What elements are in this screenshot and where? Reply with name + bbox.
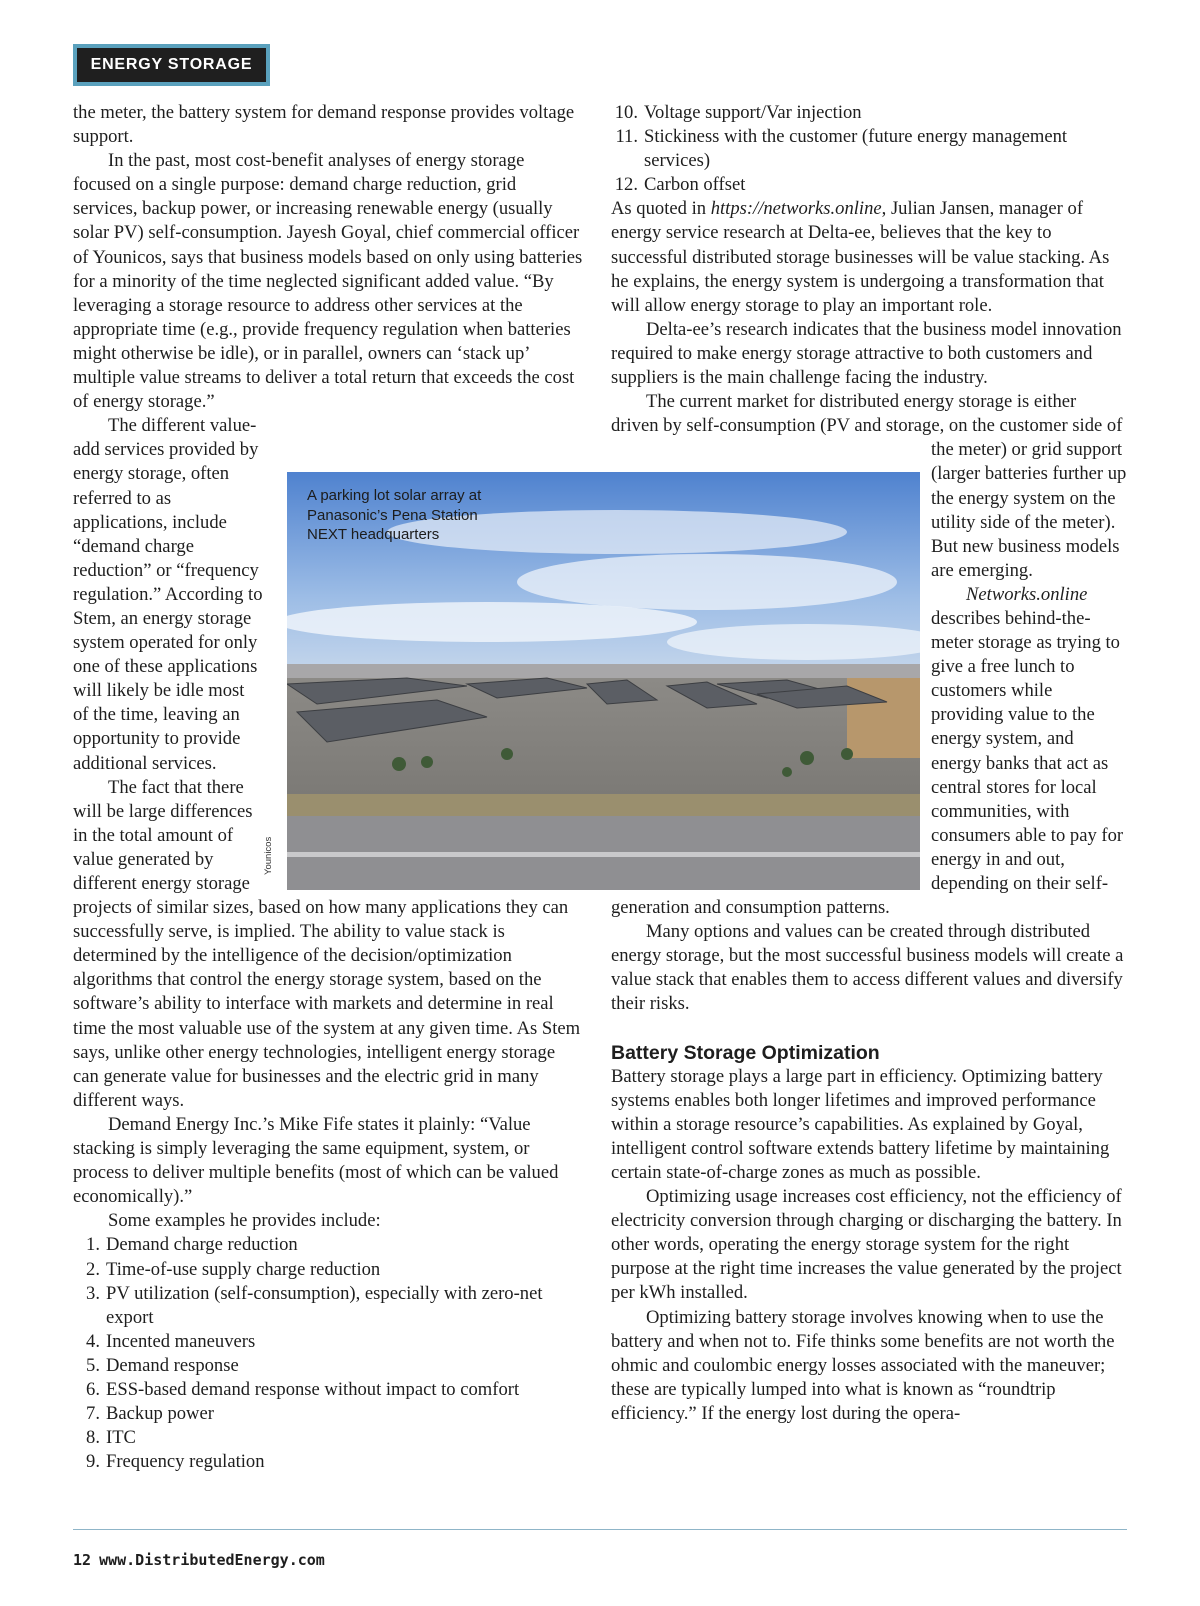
list-item-number: 7. [86,1403,100,1425]
body-paragraph: In the past, most cost-benefit analyses of energy storage focused on a single purpose: demand charge reduction, grid services, backup power, or increasing renewable energy (usually solar PV) self-consumption. Jayesh Goyal, chief commercial officer of Younicos, says that business models based on only using batteries for a minority of the time neglected significant added value. “By leveraging a storage resource to address other services at the appropriate time (e.g., provide frequency regulation when batteries might otherwise be idle), or in parallel, owners can ‘stack up’ multiple value streams to deliver a total return that exceeds the cost of energy storage.” [73,150,583,413]
list-item [73,1258,585,1282]
list-item-text: Demand response [106,1354,239,1376]
list-item-text: Frequency regulation [106,1451,265,1473]
list-item-number: 6. [86,1378,100,1400]
list-item [73,1426,585,1450]
list-item-number: 8. [86,1427,100,1449]
section-tag-label: ENERGY STORAGE [90,56,253,73]
list-item [73,1378,585,1402]
list-item [73,1354,585,1378]
body-paragraph: Delta-ee’s research indicates that the business model innovation required to make energy storage attractive to both customers and suppliers is the main challenge facing the industry. [611,318,1122,389]
examples-list-continued [611,101,1127,197]
list-item-text: Carbon offset [644,174,746,196]
photo-credit: Younicos [263,836,274,875]
body-text: , Julian Jansen, manager of energy service research at Delta-ee, believes that the key to successful distributed storage businesses will be value stacking. As he explains, the energy system is undergoing a transformation that will allow energy storage to play an important role. [611,198,1110,316]
publication-name: Networks.online [966,583,1088,605]
list-item-number: 9. [86,1451,100,1473]
body-paragraph: the meter, the battery system for demand response provides voltage support. [73,102,575,148]
body-paragraph: The different value-add services provided by energy storage, often referred to as applications, include “demand charge reduction” or “frequency regulation.” According to Stem, an energy storage system operated for only one of these applications will likely be idle most of the time, leaving an opportunity to provide additional services. [73,415,263,774]
footer-rule [73,1529,1127,1530]
list-item [73,1402,585,1426]
list-item-text: ESS-based demand response without impact to comfort [106,1378,520,1400]
list-item [611,125,1127,173]
list-item [73,1282,585,1330]
list-item [73,1330,585,1354]
list-item-text: PV utilization (self-consumption), especially with zero-net export [106,1282,543,1328]
photo-caption: A parking lot solar array at Panasonic’s Pena Station NEXT headquarters [307,487,482,543]
list-item-text: Voltage support/Var injection [644,102,862,123]
list-item-number: 10. [614,102,638,123]
body-text: describes behind-the-meter storage as trying to give a free lunch to customers while providing value to the energy system, and energy banks that act as central stores for local communities, with consumers able to pay for energy in and out, depending on their self-generation and consumption patterns. [611,607,1124,919]
list-item-number: 3. [86,1282,100,1304]
body-paragraph: Optimizing battery storage involves knowing when to use the battery and when not to. Fife thinks some benefits are not worth the ohmic and coulombic energy losses associated with the maneuver; these are typically lumped into what is known as “roundtrip efficiency.” If the energy lost during the opera- [611,1306,1115,1424]
link-text: https://networks.online [710,198,882,220]
body-paragraph: Many options and values can be created through distributed energy storage, but the most successful business models will create a value stack that enables them to access different values and diversify their risks. [611,921,1124,1015]
list-item-text: Backup power [106,1403,214,1425]
page-footer [73,1551,325,1569]
body-paragraph: The current market for distributed energy storage is either driven by self-consumption (PV and storage, on the customer side of the meter) or grid support (larger batteries further up the energy system on the utility side of the meter). But new business models are emerging. [611,391,1127,581]
list-item-number: 12. [614,174,638,196]
examples-list [73,1233,585,1474]
solar-parking-photo [287,472,920,890]
body-paragraph: Battery storage plays a large part in efficiency. Optimizing battery systems enables both longer lifetimes and improved performance within a storage resource’s capabilities. As explained by Goyal, intelligent control software extends battery lifetime by maintaining certain state-of-charge zones as much as possible. [611,1065,1110,1183]
list-item [73,1233,585,1257]
list-item [73,1450,585,1474]
list-item-text: Incented maneuvers [106,1330,256,1352]
body-text: As quoted in [611,198,711,220]
list-item [611,173,1127,197]
list-item [611,101,1127,125]
list-item-text: Stickiness with the customer (future energy management services) [644,126,1068,172]
list-item-number: 11. [615,126,638,148]
list-item-number: 5. [86,1354,100,1376]
section-heading: Battery Storage Optimization [611,1041,880,1064]
list-item-text: Time-of-use supply charge reduction [106,1258,381,1280]
page-number: 12 [73,1551,92,1569]
body-paragraph: The fact that there will be large differences in the total amount of value generated by different energy storage projects of similar sizes, based on how many applications they can successfully serve, is implied. The ability to value stack is determined by the intelligence of the decision/optimization algorithms that control the energy storage system, based on the software’s ability to interface with markets and determine in real time the most valuable use of the system at any given time. As Stem says, unlike other energy technologies, intelligent energy storage can generate value for businesses and the electric grid in many different ways. [73,776,581,1111]
list-item-number: 4. [86,1330,100,1352]
list-item-number: 1. [86,1234,100,1256]
body-paragraph: Optimizing usage increases cost efficiency, not the efficiency of electricity conversion through charging or discharging the battery. In other words, operating the energy storage system for the right purpose at the right time increases the value generated by the project per kWh installed. [611,1186,1122,1304]
body-paragraph: Some examples he provides include: [108,1210,381,1232]
list-item-number: 2. [86,1258,100,1280]
list-item-text: Demand charge reduction [106,1234,298,1256]
body-paragraph [611,197,1127,317]
section-tag [73,44,270,86]
website-url: www.DistributedEnergy.com [99,1551,325,1569]
body-paragraph: Demand Energy Inc.’s Mike Fife states it plainly: “Value stacking is simply leveraging the same equipment, system, or process to deliver multiple benefits (most of which can be valued economically).” [73,1113,559,1208]
list-item-text: ITC [106,1427,136,1449]
